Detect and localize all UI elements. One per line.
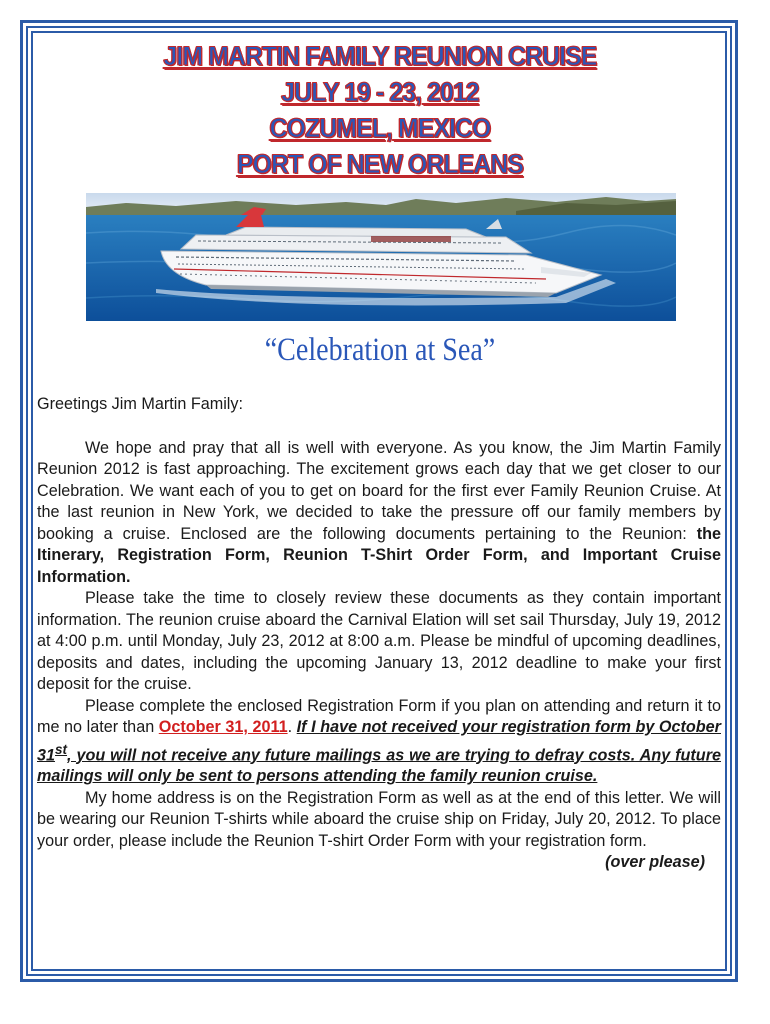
cruise-ship-photo bbox=[86, 193, 676, 321]
title-destination: COZUMEL, MEXICO bbox=[269, 113, 491, 143]
paragraph-itinerary: Please take the time to closely review these documents as they contain important information. The reunion cruise aboard the Carnival Elation will set sail Thursday, July 19, 2012 at 4:00 p.m. until Monday, July 23, 2012 at 8:00 a.m. Please be mindful of upcoming deadlines, deposits and dates, including the upcoming January 13, 2012 deadline to make your first deposit for the cruise. bbox=[37, 589, 721, 693]
paragraph-tshirt: My home address is on the Registration Form as well as at the end of this letter. We will be wearing our Reunion T-shirts while aboard the cruise ship on Friday, July 20, 2012. To place your order, please include the Reunion T-shirt Order Form with your registration form. bbox=[37, 788, 721, 850]
paragraph-intro bbox=[37, 438, 721, 589]
intro-text: We hope and pray that all is well with everyone. As you know, the Jim Martin Family Reunion 2012 is fast approaching. The excitement grows each day that we get closer to our Celebration. We want each of you to get on board for the first ever Family Reunion Cruise. At the last reunion in New York, we decided to take the pressure off our family members by booking a cruise. Enclosed are the following documents pertaining to the Reunion: bbox=[37, 438, 721, 543]
mailing-warning-b: , you will not receive any future mailings as we are trying to defray costs. Any future mailings will only be sent to persons attending the family reunion cruise. bbox=[37, 745, 721, 786]
title-port: PORT OF NEW ORLEANS bbox=[236, 149, 524, 179]
mailing-warning-a: If I have not received your registration form by October 31 bbox=[37, 718, 721, 764]
registration-period: . bbox=[287, 718, 297, 736]
enclosed-documents: the Itinerary, Registration Form, Reunion T-Shirt Order Form, and Important Cruise Information. bbox=[37, 524, 721, 586]
title-dates: JULY 19 - 23, 2012 bbox=[281, 77, 479, 107]
flyer-title bbox=[0, 38, 760, 182]
registration-text: Please complete the enclosed Registration Form if you plan on attending and return it to me no later than bbox=[37, 696, 721, 736]
greeting: Greetings Jim Martin Family: bbox=[37, 395, 243, 413]
title-event: JIM MARTIN FAMILY REUNION CRUISE bbox=[163, 41, 597, 71]
motto: “Celebration at Sea” bbox=[264, 332, 496, 368]
paragraph-registration bbox=[37, 696, 721, 788]
registration-deadline: October 31, 2011 bbox=[158, 718, 288, 736]
letter-body bbox=[37, 394, 721, 874]
over-please: (over please) bbox=[605, 853, 705, 872]
mailing-warning-sup: st bbox=[55, 741, 68, 757]
